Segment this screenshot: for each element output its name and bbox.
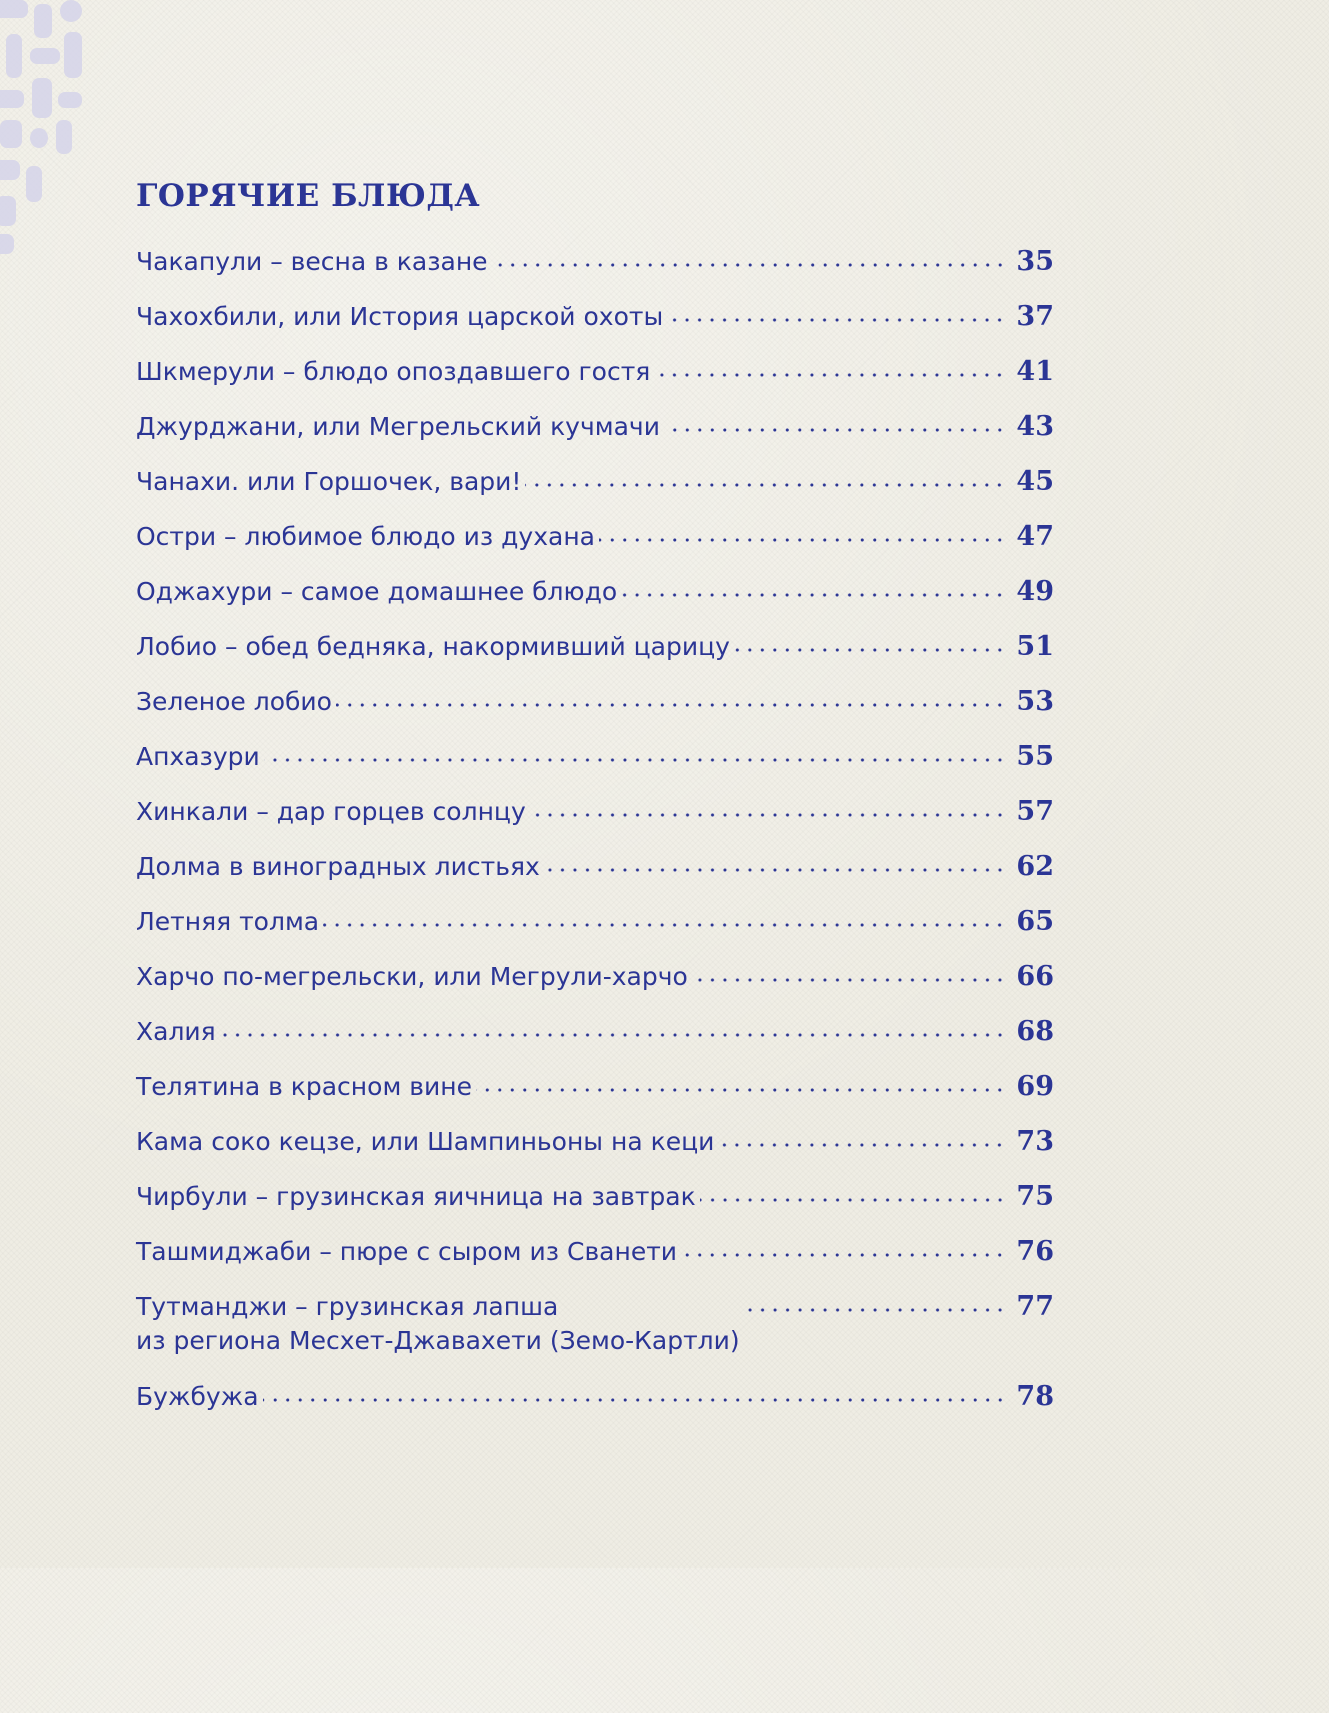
toc-entry-page: 41 [1016,356,1054,387]
dot-leader [220,1032,1006,1038]
toc-entry-page: 35 [1016,246,1054,277]
toc-entry-page: 57 [1016,796,1054,827]
toc-entry-title: Оджахури – самое домашнее блюдо [136,577,618,606]
toc-entry-title: Чакапули – весна в казане [136,247,488,276]
toc-entry-page: 47 [1016,521,1054,552]
section-title: ГОРЯЧИЕ БЛЮДА [136,178,481,214]
toc-entry-page: 53 [1016,686,1054,717]
dot-leader [544,867,1006,873]
toc-entry-page: 51 [1016,631,1054,662]
toc-entry[interactable] [136,1015,1054,1070]
toc-entry-page: 69 [1016,1071,1054,1102]
toc-entry-page: 55 [1016,741,1054,772]
toc-entry[interactable] [136,520,1054,575]
toc-entry-title: Остри – любимое блюдо из духана [136,522,595,551]
toc-entry-title: Лобио – обед бедняка, накормивший царицу [136,632,730,661]
dot-leader [492,262,1006,268]
toc-entry[interactable] [136,960,1054,1015]
toc-entry[interactable] [136,630,1054,685]
toc-entry[interactable] [136,795,1054,850]
toc-entry[interactable] [136,685,1054,740]
toc-entry-title: Чахохбили, или История царской охоты [136,302,664,331]
toc-entry[interactable] [136,1380,1054,1435]
toc-entry-title-line1: Тутманджи – грузинская лапша [136,1292,559,1321]
toc-entry-page: 68 [1016,1016,1054,1047]
toc-entry-title: Кама соко кецзе, или Шампиньоны на кеци [136,1127,715,1156]
toc-entry[interactable] [136,905,1054,960]
toc-entry-title: Бужбужа [136,1382,259,1411]
toc-entry-title: Халия [136,1017,216,1046]
toc-entry[interactable] [136,1235,1054,1290]
toc-entry[interactable] [136,1180,1054,1235]
dot-leader [664,427,1006,433]
toc-entry-title: Чанахи. или Горшочек, вари! [136,467,522,496]
toc-entry-title: Телятина в красном вине [136,1072,472,1101]
dot-leader [718,1142,1006,1148]
toc-entry[interactable] [136,300,1054,355]
dot-leader [599,537,1006,543]
toc-entry-title: Апхазури [136,742,260,771]
toc-entry[interactable] [136,850,1054,905]
toc-entry-title-line2: из региона Месхет-Джавахети (Земо-Картли) [136,1326,740,1355]
toc-entry-title [136,1290,740,1358]
dot-leader [476,1087,1006,1093]
toc-entry-page: 37 [1016,301,1054,332]
table-of-contents [136,245,1054,1435]
dot-leader [654,372,1006,378]
dot-leader [744,1307,1006,1313]
toc-entry-title: Шкмерули – блюдо опоздавшего гостя [136,357,651,386]
dot-leader [530,812,1006,818]
dot-leader [621,592,1006,598]
toc-entry-title: Хинкали – дар горцев солнцу [136,797,526,826]
dot-leader [263,1397,1006,1403]
toc-entry[interactable] [136,1290,1054,1380]
toc-entry-page: 78 [1016,1381,1054,1412]
toc-entry-title: Летняя толма [136,907,320,936]
dot-leader [323,922,1006,928]
toc-entry-page: 73 [1016,1126,1054,1157]
toc-entry-title: Долма в виноградных листьях [136,852,540,881]
toc-entry[interactable] [136,465,1054,520]
toc-entry[interactable] [136,1125,1054,1180]
toc-entry[interactable] [136,355,1054,410]
dot-leader [525,482,1006,488]
toc-entry-page: 49 [1016,576,1054,607]
toc-entry-page: 43 [1016,411,1054,442]
toc-entry-page: 76 [1016,1236,1054,1267]
toc-entry-page: 45 [1016,466,1054,497]
dot-leader [700,1197,1006,1203]
toc-entry-title: Зеленое лобио [136,687,332,716]
toc-entry-title: Джурджани, или Мегрельский кучмачи [136,412,660,441]
toc-entry-page: 65 [1016,906,1054,937]
dot-leader [336,702,1006,708]
toc-entry-page: 62 [1016,851,1054,882]
toc-entry-page: 75 [1016,1181,1054,1212]
toc-entry-title: Чирбули – грузинская яичница на завтрак [136,1182,696,1211]
toc-entry[interactable] [136,245,1054,300]
toc-entry[interactable] [136,410,1054,465]
toc-entry-page: 77 [1016,1291,1054,1322]
toc-entry[interactable] [136,740,1054,795]
dot-leader [692,977,1006,983]
decorative-ornament [0,0,110,270]
toc-entry-title: Харчо по-мегрельски, или Мегрули-харчо [136,962,688,991]
toc-entry[interactable] [136,575,1054,630]
dot-leader [734,647,1006,653]
dot-leader [667,317,1006,323]
toc-entry[interactable] [136,1070,1054,1125]
toc-entry-title: Ташмиджаби – пюре с сыром из Сванети [136,1237,678,1266]
toc-entry-page: 66 [1016,961,1054,992]
dot-leader [264,757,1006,763]
dot-leader [681,1252,1006,1258]
